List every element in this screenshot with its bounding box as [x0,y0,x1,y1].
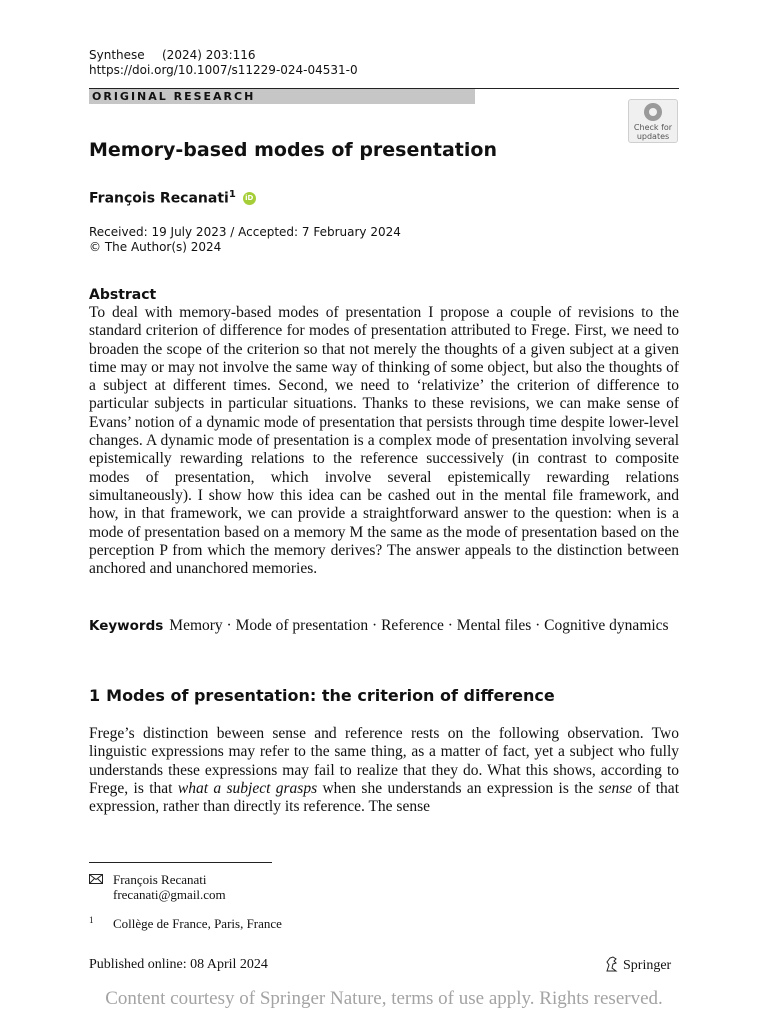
published-online: Published online: 08 April 2024 [89,957,268,972]
author-name[interactable]: François Recanati [89,190,229,207]
doi-link[interactable]: https://doi.org/10.1007/s11229-024-04531-0 [89,63,358,77]
badge-line-2: updates [636,132,670,141]
abstract-text: To deal with memory-based modes of presentation I propose a couple of revisions to the standard criterion of difference for modes of presentation attributed to Frege. First, we need to broaden the scope of the criterion so that not merely the thoughts of a given subject at a given time may or may not involve the same way of thinking of some object, but also the thoughts of a subject at different times. Second, we need to ‘relativize’ the criterion of difference to particular subjects in particular situations. Thanks to these revisions, we can make sense of Evans’ notion of a dynamic mode of presentation that persists through time despite lower-level changes. A dynamic mode of presentation is a complex mode of presentation involving several epistemically rewarding relations to the reference successively (in contrast to composite modes of presentation, which involve several epistemically rewarding relations simultaneously). I show how this idea can be cashed out in the mental file framework, and how, in that framework, we can provide a straightforward answer to the question: when is a mode of presentation based on a memory M the same as the mode of presentation based on the perception P from which the memory derives? The answer appeals to the distinction between anchored and unanchored memories. [89,304,679,578]
author-affiliation-marker: 1 [228,189,236,200]
check-for-updates-badge[interactable] [628,99,678,143]
section-title: Modes of presentation: the criterion of difference [106,686,555,705]
keywords [89,617,679,635]
affiliation-number: 1 [89,915,94,925]
updates-icon [644,103,662,121]
keywords-label: Keywords [89,618,164,634]
article-title: Memory-based modes of presentation [89,139,497,161]
body-italic-1: what a subject grasps [177,779,318,797]
body-paragraph [89,725,679,816]
abstract-heading: Abstract [89,287,157,303]
journal-name: Synthese [89,48,145,62]
section-heading [89,686,555,706]
courtesy-notice: Content courtesy of Springer Nature, terms of use apply. Rights reserved. [105,988,663,1009]
publisher-name: Springer [623,958,672,973]
badge-line-1: Check for [633,123,673,132]
article-category: ORIGINAL RESEARCH [89,89,475,104]
body-text-3: of that expression, rather than directly its reference. The sense [89,779,679,816]
footnote-rule [89,862,272,863]
received-dates: Received: 19 July 2023 / Accepted: 7 February 2024 [89,225,401,239]
copyright-notice: © The Author(s) 2024 [89,240,222,254]
body-text-2: when she understands an expression is the [317,779,599,797]
orcid-icon[interactable]: iD [243,192,256,205]
corresponding-author-name: François Recanati [113,872,207,887]
keywords-list: Memory · Mode of presentation · Reference · Mental files · Cognitive dynamics [169,617,669,634]
section-number: 1 [89,686,101,705]
affiliation-text: Collège de France, Paris, France [113,916,282,931]
journal-volume: (2024) 203:116 [162,48,256,62]
body-italic-2: sense [598,779,633,797]
springer-horse-icon [604,956,620,972]
body-text-1: Frege’s distinction beween sense and reference rests on the following observation. Two linguistic expressions may refer to the same thing, as a matter of fact, yet a subject who fully understands these expressions may fail to realize that they do. What this shows, according to Frege, is that [89,725,679,797]
envelope-icon [89,874,103,884]
author-line [89,186,256,208]
corresponding-author-email[interactable]: frecanati@gmail.com [113,887,226,902]
publisher-logo [604,956,671,974]
journal-citation [89,48,256,63]
